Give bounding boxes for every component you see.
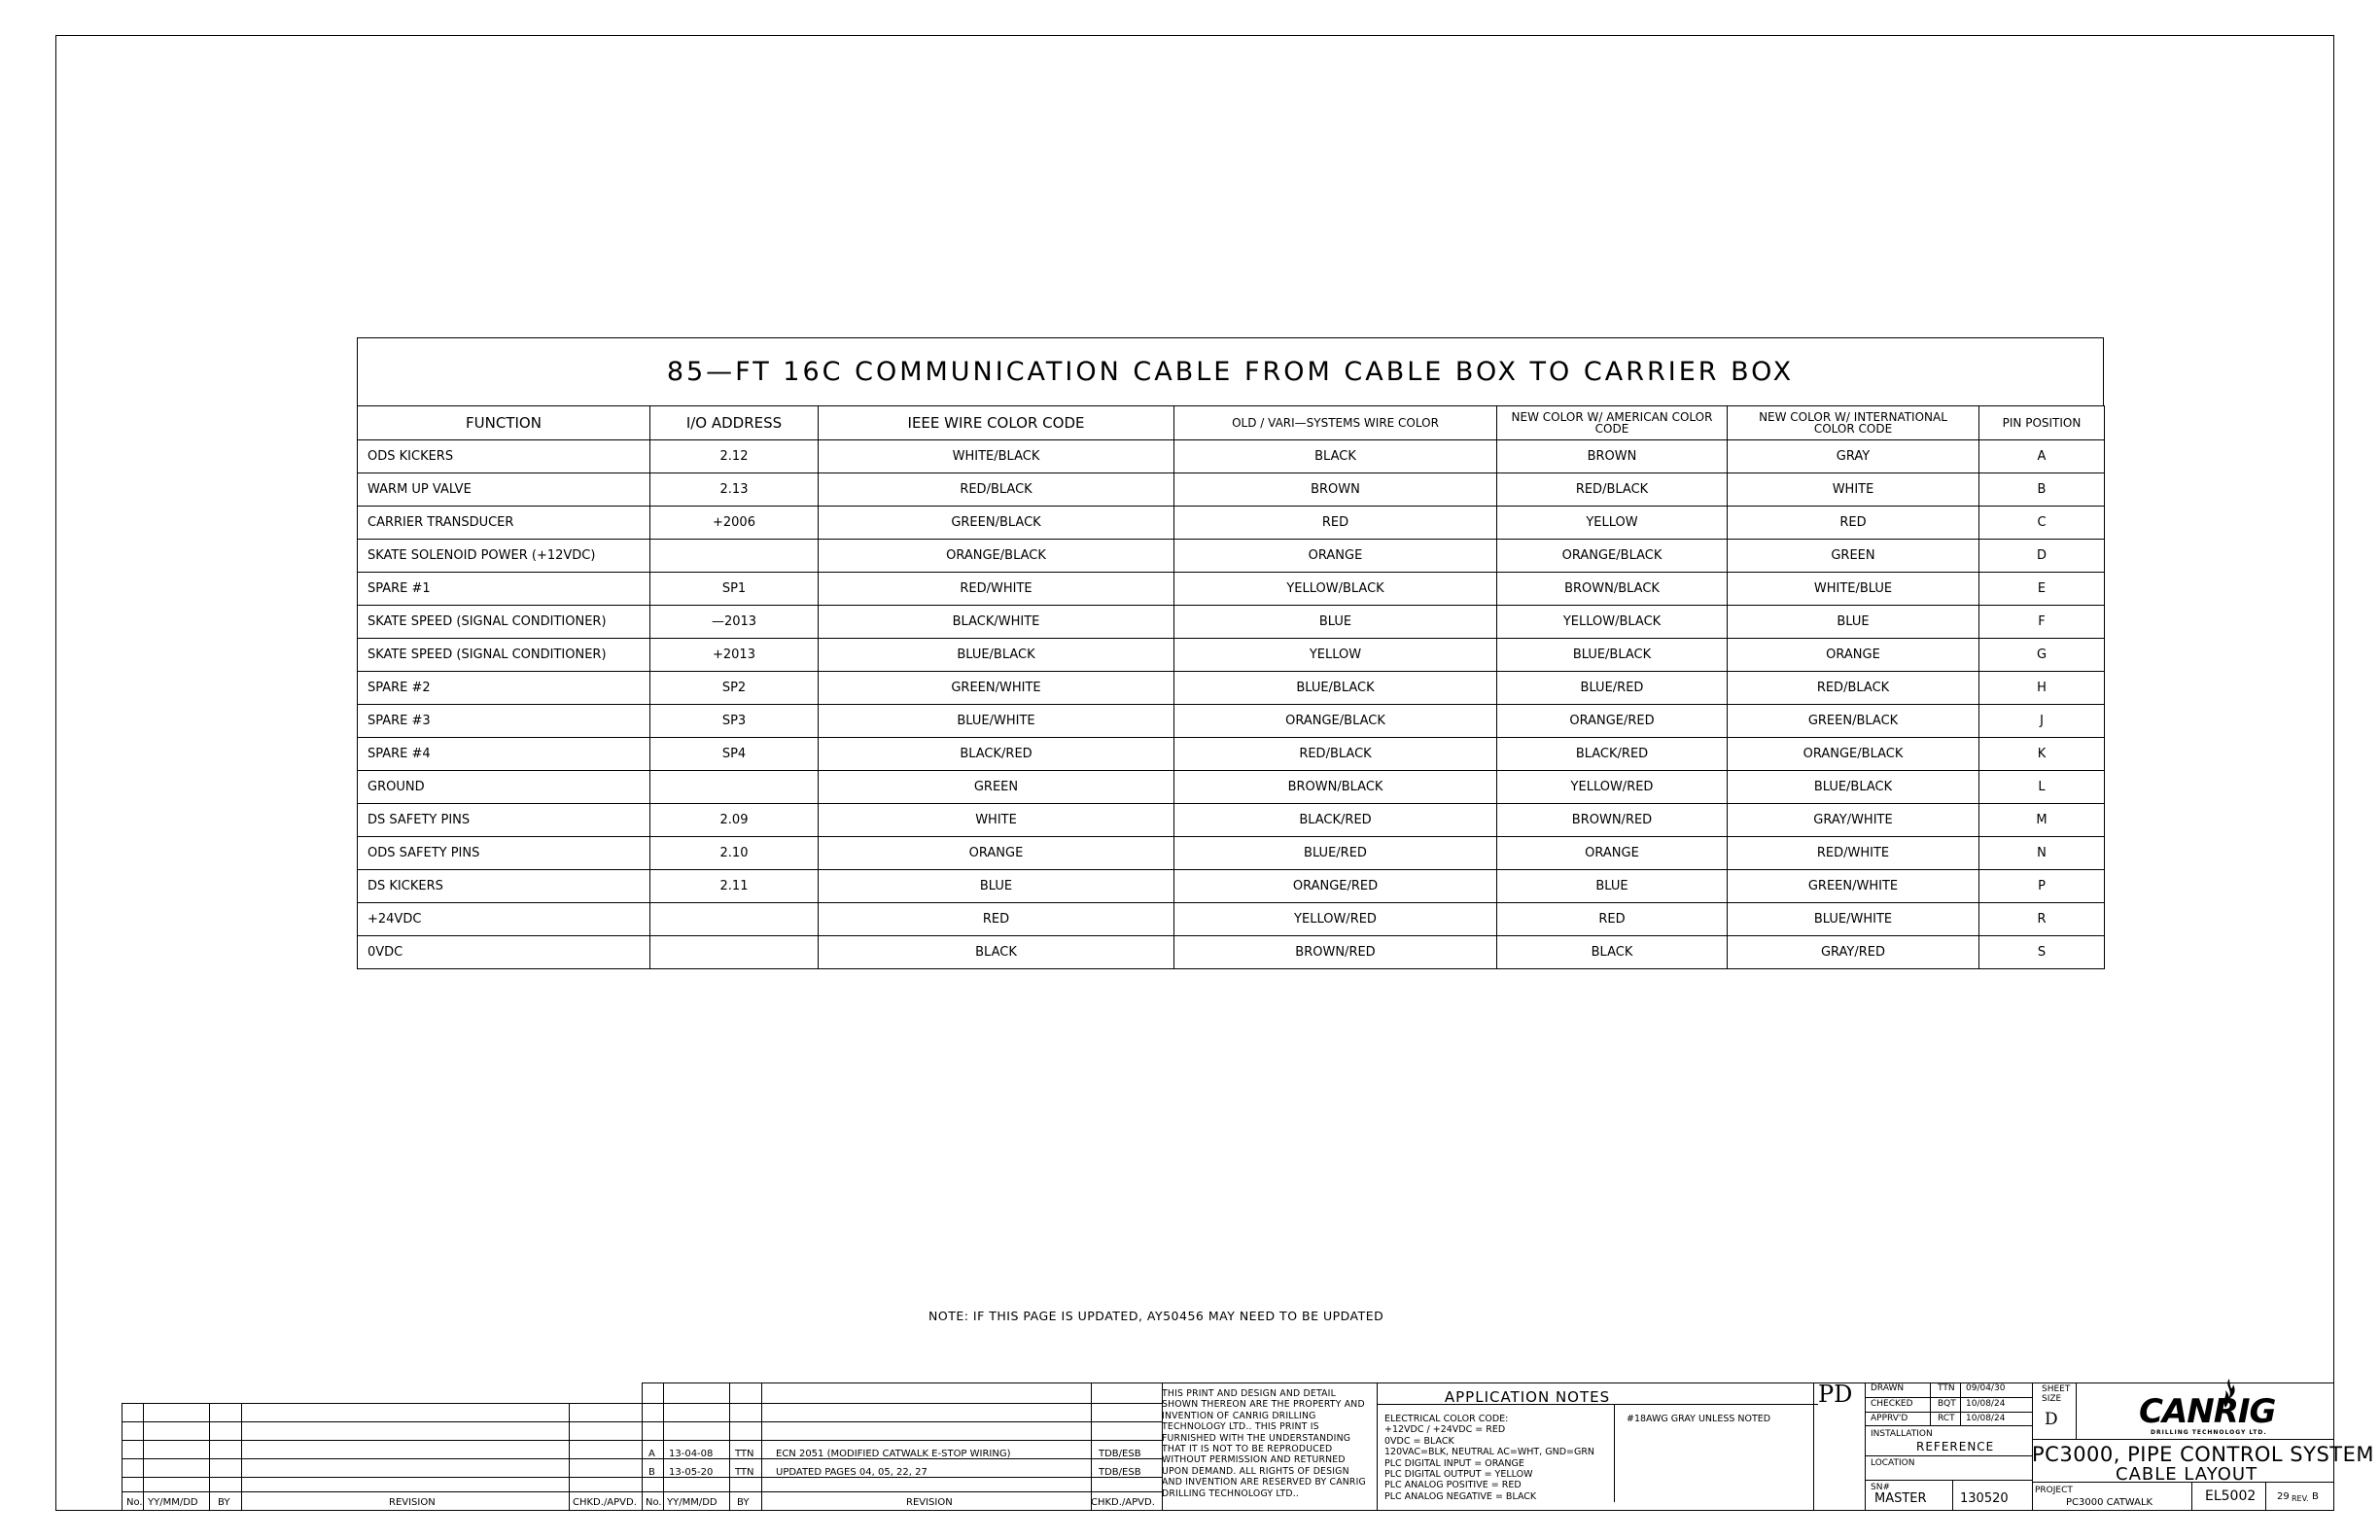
cell-pin: F <box>1979 606 2105 639</box>
table-row <box>358 903 2105 936</box>
app-note-line: +12VDC / +24VDC = RED <box>1384 1424 1506 1436</box>
rev-a-date: 13-04-08 <box>669 1449 714 1459</box>
cable-grid <box>357 405 2105 969</box>
sheet-size-label: SHEET SIZE <box>2042 1384 2071 1404</box>
cell-american: YELLOW <box>1497 507 1728 540</box>
rule-line <box>569 1403 570 1511</box>
cell-io: SP4 <box>650 738 819 771</box>
rev-header-chkd: CHKD./APVD. <box>573 1497 637 1508</box>
cell-pin: N <box>1979 837 2105 870</box>
cell-io: 2.11 <box>650 870 819 903</box>
rule-line <box>1930 1382 1931 1425</box>
app-note-line: 120VAC=BLK, NEUTRAL AC=WHT, GND=GRN <box>1384 1447 1595 1458</box>
table-row <box>358 705 2105 738</box>
cell-old: YELLOW/BLACK <box>1174 573 1497 606</box>
checked-by: BQT <box>1938 1399 1956 1409</box>
rev-a-by: TTN <box>735 1449 754 1459</box>
table-row <box>358 771 2105 804</box>
cell-ieee: RED/BLACK <box>819 473 1174 507</box>
cable-table <box>357 337 2104 969</box>
installation-label: INSTALLATION <box>1871 1429 1933 1439</box>
rule-line <box>2076 1382 2077 1439</box>
rule-line <box>209 1403 210 1511</box>
table-row <box>358 639 2105 672</box>
rev-b-by: TTN <box>735 1467 754 1478</box>
cell-pin: K <box>1979 738 2105 771</box>
cell-io: 2.10 <box>650 837 819 870</box>
cell-ieee: BLACK <box>819 936 1174 969</box>
cell-american: YELLOW/BLACK <box>1497 606 1728 639</box>
header-international: NEW COLOR W/ INTERNATIONAL COLOR CODE <box>1728 406 1979 440</box>
cell-old: BROWN/BLACK <box>1174 771 1497 804</box>
apprvd-date: 10/08/24 <box>1966 1414 2006 1423</box>
cell-american: ORANGE/RED <box>1497 705 1728 738</box>
cell-pin: C <box>1979 507 2105 540</box>
cell-pin: A <box>1979 440 2105 473</box>
awg-note: #18AWG GRAY UNLESS NOTED <box>1627 1414 1771 1424</box>
cell-old: ORANGE <box>1174 540 1497 573</box>
app-note-line: 0VDC = BLACK <box>1384 1435 1454 1447</box>
cell-international: BLUE <box>1728 606 1979 639</box>
rule-line <box>1865 1382 1866 1511</box>
cell-international: GREEN/BLACK <box>1728 705 1979 738</box>
cell-ieee: GREEN/BLACK <box>819 507 1174 540</box>
app-note-line: PLC DIGITAL INPUT = ORANGE <box>1384 1457 1524 1469</box>
cell-old: YELLOW <box>1174 639 1497 672</box>
table-row <box>358 473 2105 507</box>
table-row <box>358 507 2105 540</box>
cell-old: BROWN <box>1174 473 1497 507</box>
rule-line <box>642 1382 643 1511</box>
cell-international: GRAY/WHITE <box>1728 804 1979 837</box>
rule-line <box>1162 1382 2334 1383</box>
rule-line <box>1865 1425 2032 1426</box>
header-row <box>358 406 2105 440</box>
cell-function: WARM UP VALVE <box>358 473 650 507</box>
rev-b-date: 13-05-20 <box>669 1467 714 1478</box>
cell-ieee: ORANGE/BLACK <box>819 540 1174 573</box>
cell-function: 0VDC <box>358 936 650 969</box>
cell-american: BLUE/RED <box>1497 672 1728 705</box>
table-row <box>358 738 2105 771</box>
app-note-line: PLC ANALOG NEGATIVE = BLACK <box>1384 1490 1537 1502</box>
project-label: PROJECT <box>2035 1486 2073 1495</box>
rev2-header-chkd: CHKD./APVD. <box>1091 1497 1155 1508</box>
header-old-color: OLD / VARI—SYSTEMS WIRE COLOR <box>1174 406 1497 440</box>
table-row <box>358 573 2105 606</box>
rev2-header-date: YY/MM/DD <box>667 1497 718 1508</box>
cell-international: ORANGE <box>1728 639 1979 672</box>
cell-function: CARRIER TRANSDUCER <box>358 507 650 540</box>
cell-american: RED <box>1497 903 1728 936</box>
checked-date: 10/08/24 <box>1966 1399 2006 1409</box>
drawn-date: 09/04/30 <box>1966 1383 2006 1393</box>
table-row <box>358 936 2105 969</box>
rev-header-revision: REVISION <box>389 1497 436 1508</box>
rev-value: B <box>2312 1491 2319 1502</box>
cell-old: ORANGE/RED <box>1174 870 1497 903</box>
header-ieee: IEEE WIRE COLOR CODE <box>819 406 1174 440</box>
project-value: PC3000 CATWALK <box>2066 1497 2153 1508</box>
table-row <box>358 540 2105 573</box>
cell-old: BLUE/RED <box>1174 837 1497 870</box>
rule-line <box>1865 1455 2032 1456</box>
header-function: FUNCTION <box>358 406 650 440</box>
apprvd-label: APPRV'D <box>1871 1414 1908 1423</box>
cell-io <box>650 903 819 936</box>
table-row <box>358 804 2105 837</box>
cell-function: DS SAFETY PINS <box>358 804 650 837</box>
cell-international: GRAY <box>1728 440 1979 473</box>
rev-a-chkd: TDB/ESB <box>1099 1449 1141 1459</box>
rule-line <box>2032 1439 2334 1440</box>
rev2-header-no: No. <box>646 1497 662 1508</box>
cell-pin: E <box>1979 573 2105 606</box>
cell-function: SPARE #2 <box>358 672 650 705</box>
cell-pin: H <box>1979 672 2105 705</box>
cell-old: YELLOW/RED <box>1174 903 1497 936</box>
cell-ieee: BLUE/BLACK <box>819 639 1174 672</box>
cell-ieee: WHITE/BLACK <box>819 440 1174 473</box>
cell-io: SP3 <box>650 705 819 738</box>
electrical-color-code <box>1384 1414 1594 1502</box>
app-note-line: PLC DIGITAL OUTPUT = YELLOW <box>1384 1469 1533 1481</box>
rev2-header-revision: REVISION <box>906 1497 953 1508</box>
cell-ieee: RED <box>819 903 1174 936</box>
rev-a-no: A <box>648 1449 655 1459</box>
cell-old: RED/BLACK <box>1174 738 1497 771</box>
rev-header-date: YY/MM/DD <box>148 1497 198 1508</box>
cell-function: SPARE #3 <box>358 705 650 738</box>
cell-old: BLUE/BLACK <box>1174 672 1497 705</box>
checked-label: CHECKED <box>1871 1399 1913 1409</box>
cell-io: SP2 <box>650 672 819 705</box>
table-row <box>358 672 2105 705</box>
sn-label: SN# <box>1871 1483 1890 1492</box>
app-note-line: ELECTRICAL COLOR CODE: <box>1384 1414 1509 1424</box>
cell-international: RED/BLACK <box>1728 672 1979 705</box>
cell-pin: G <box>1979 639 2105 672</box>
cell-american: BLACK <box>1497 936 1728 969</box>
cell-io: —2013 <box>650 606 819 639</box>
canrig-logo-sub: DRILLING TECHNOLOGY LTD. <box>2151 1429 2267 1436</box>
cell-pin: D <box>1979 540 2105 573</box>
cell-pin: R <box>1979 903 2105 936</box>
cell-international: BLUE/WHITE <box>1728 903 1979 936</box>
cell-international: BLUE/BLACK <box>1728 771 1979 804</box>
cell-function: SKATE SPEED (SIGNAL CONDITIONER) <box>358 639 650 672</box>
cell-international: GREEN/WHITE <box>1728 870 1979 903</box>
rule-line <box>761 1382 762 1511</box>
drawn-label: DRAWN <box>1871 1383 1905 1393</box>
rule-line <box>241 1403 242 1511</box>
cell-io <box>650 771 819 804</box>
header-io-address: I/O ADDRESS <box>650 406 819 440</box>
rule-line <box>1960 1382 1961 1425</box>
cell-old: BLUE <box>1174 606 1497 639</box>
cell-io: +2013 <box>650 639 819 672</box>
cell-american: BROWN <box>1497 440 1728 473</box>
cell-american: ORANGE <box>1497 837 1728 870</box>
cell-american: BLUE/BLACK <box>1497 639 1728 672</box>
cell-pin: J <box>1979 705 2105 738</box>
rev-b-text: UPDATED PAGES 04, 05, 22, 27 <box>776 1467 928 1478</box>
rule-line <box>1813 1382 1814 1511</box>
drawing-title-line1: PC3000, PIPE CONTROL SYSTEM <box>2032 1443 2375 1466</box>
drawn-by: TTN <box>1938 1383 1955 1393</box>
table-title: 85—FT 16C COMMUNICATION CABLE FROM CABLE BOX TO CARRIER BOX <box>357 337 2104 405</box>
cell-international: GREEN <box>1728 540 1979 573</box>
rule-line <box>642 1382 1162 1383</box>
cell-ieee: BLUE/WHITE <box>819 705 1174 738</box>
cell-international: WHITE <box>1728 473 1979 507</box>
rev-a-text: ECN 2051 (MODIFIED CATWALK E-STOP WIRING) <box>776 1449 1011 1459</box>
cell-io: SP1 <box>650 573 819 606</box>
app-note-line: PLC ANALOG POSITIVE = RED <box>1384 1480 1522 1491</box>
rule-line <box>1952 1480 1953 1511</box>
cell-io: 2.12 <box>650 440 819 473</box>
cell-american: ORANGE/BLACK <box>1497 540 1728 573</box>
property-disclaimer: THIS PRINT AND DESIGN AND DETAIL SHOWN THEREON ARE THE PROPERTY AND INVENTION OF CANRIG DRILLING TECHNOLOGY LTD.. THIS PRINT IS FURNISHED WITH THE UNDERSTANDING THAT IT IS NOT TO BE REPRODUCED WITHOUT PERMISSION AND RETURNED UPON DEMAND. ALL RIGHTS OF DESIGN AND INVENTION ARE RESERVED BY CANRIG DRILLING TECHNOLOGY LTD.. <box>1162 1388 1366 1499</box>
rev2-header-by: BY <box>737 1497 750 1508</box>
cell-io: 2.13 <box>650 473 819 507</box>
cell-international: ORANGE/BLACK <box>1728 738 1979 771</box>
cell-pin: S <box>1979 936 2105 969</box>
cell-international: RED/WHITE <box>1728 837 1979 870</box>
cell-function: +24VDC <box>358 903 650 936</box>
table-row <box>358 440 2105 473</box>
cell-ieee: GREEN/WHITE <box>819 672 1174 705</box>
cell-function: ODS SAFETY PINS <box>358 837 650 870</box>
cell-old: BLACK <box>1174 440 1497 473</box>
cell-ieee: WHITE <box>819 804 1174 837</box>
canrig-logo: CANRIG <box>2139 1392 2276 1431</box>
table-row <box>358 837 2105 870</box>
header-american: NEW COLOR W/ AMERICAN COLOR CODE <box>1497 406 1728 440</box>
location-label: LOCATION <box>1871 1458 1915 1468</box>
rule-line <box>1865 1480 2032 1481</box>
rule-line <box>1614 1404 1615 1502</box>
header-pin: PIN POSITION <box>1979 406 2105 440</box>
cell-function: SPARE #1 <box>358 573 650 606</box>
cell-pin: M <box>1979 804 2105 837</box>
cell-ieee: BLUE <box>819 870 1174 903</box>
cell-old: BLACK/RED <box>1174 804 1497 837</box>
sn-number: 130520 <box>1960 1491 2009 1506</box>
cell-old: ORANGE/BLACK <box>1174 705 1497 738</box>
rev-header-no: No. <box>126 1497 143 1508</box>
cell-old: BROWN/RED <box>1174 936 1497 969</box>
cell-american: BROWN/RED <box>1497 804 1728 837</box>
apprvd-by: RCT <box>1938 1414 1955 1423</box>
rule-line <box>143 1403 144 1511</box>
application-notes-title: APPLICATION NOTES <box>1444 1388 1611 1406</box>
cell-io: 2.09 <box>650 804 819 837</box>
page-number: 29 <box>2277 1491 2290 1502</box>
rule-line <box>663 1382 664 1511</box>
rev-b-chkd: TDB/ESB <box>1099 1467 1141 1478</box>
cell-ieee: ORANGE <box>819 837 1174 870</box>
rule-line <box>2265 1482 2266 1511</box>
update-note: NOTE: IF THIS PAGE IS UPDATED, AY50456 MAY NEED TO BE UPDATED <box>928 1309 1384 1323</box>
installation-value: REFERENCE <box>1916 1440 1995 1453</box>
drawing-number: EL5002 <box>2205 1488 2257 1504</box>
cell-pin: L <box>1979 771 2105 804</box>
cell-american: BROWN/BLACK <box>1497 573 1728 606</box>
sn-value: MASTER <box>1874 1491 1927 1506</box>
cell-pin: P <box>1979 870 2105 903</box>
cell-function: ODS KICKERS <box>358 440 650 473</box>
cell-ieee: BLACK/RED <box>819 738 1174 771</box>
cell-io <box>650 540 819 573</box>
table-row <box>358 870 2105 903</box>
cell-function: GROUND <box>358 771 650 804</box>
cell-function: SPARE #4 <box>358 738 650 771</box>
rule-line <box>729 1382 730 1511</box>
cell-ieee: RED/WHITE <box>819 573 1174 606</box>
drawing-title-line2: CABLE LAYOUT <box>2116 1464 2258 1485</box>
sheet-size: D <box>2045 1410 2058 1429</box>
cell-function: SKATE SPEED (SIGNAL CONDITIONER) <box>358 606 650 639</box>
cell-american: RED/BLACK <box>1497 473 1728 507</box>
rev-b-no: B <box>648 1467 655 1478</box>
cell-pin: B <box>1979 473 2105 507</box>
cell-international: RED <box>1728 507 1979 540</box>
cell-american: BLACK/RED <box>1497 738 1728 771</box>
cell-function: DS KICKERS <box>358 870 650 903</box>
table-row <box>358 606 2105 639</box>
pd-mark: PD <box>1818 1381 1853 1408</box>
rev-header-by: BY <box>218 1497 230 1508</box>
cell-function: SKATE SOLENOID POWER (+12VDC) <box>358 540 650 573</box>
cell-american: BLUE <box>1497 870 1728 903</box>
cell-american: YELLOW/RED <box>1497 771 1728 804</box>
cell-io: +2006 <box>650 507 819 540</box>
rule-line <box>2191 1482 2192 1511</box>
cell-international: WHITE/BLUE <box>1728 573 1979 606</box>
cell-international: GRAY/RED <box>1728 936 1979 969</box>
cell-old: RED <box>1174 507 1497 540</box>
rule-line <box>1091 1382 1092 1511</box>
cell-ieee: GREEN <box>819 771 1174 804</box>
cell-io <box>650 936 819 969</box>
cell-ieee: BLACK/WHITE <box>819 606 1174 639</box>
rev-label: REV. <box>2292 1494 2309 1503</box>
